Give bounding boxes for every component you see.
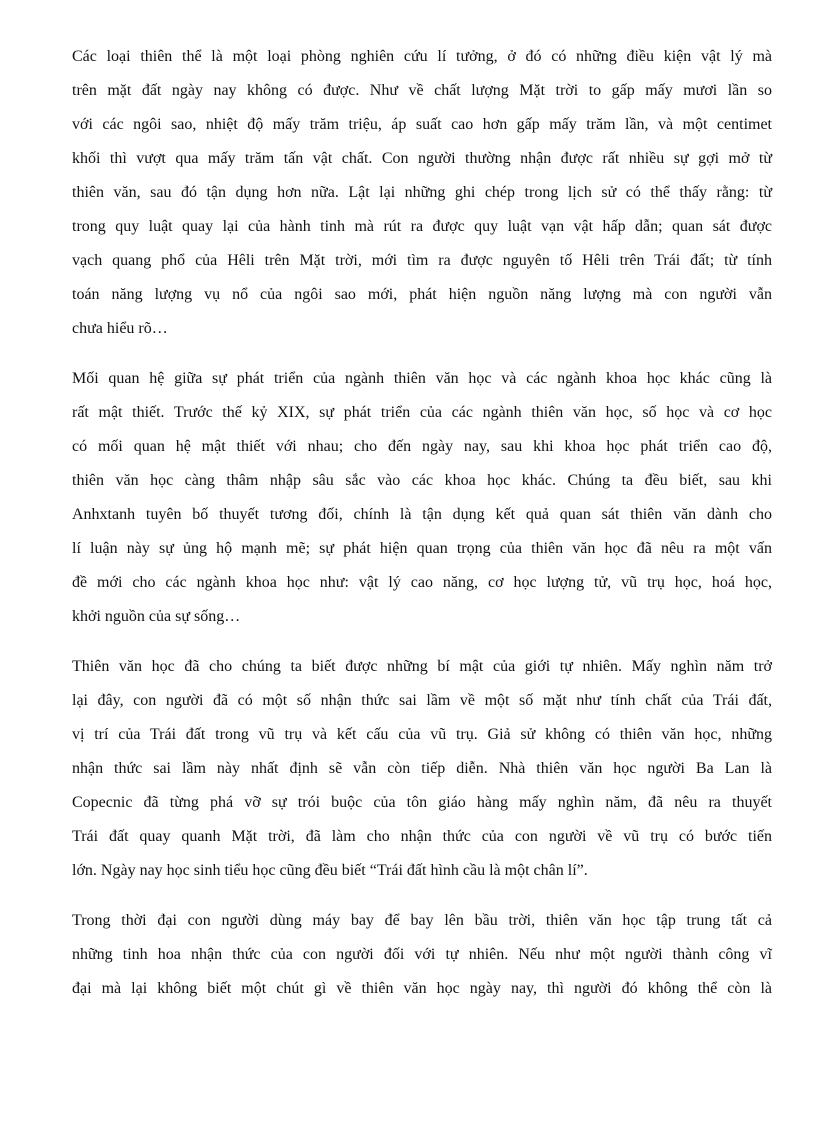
paragraph-2 xyxy=(72,362,772,634)
text-line: với các ngôi sao, nhiệt độ mấy trăm triệu, áp suất cao hơn gấp mấy trăm lần, và một centimet xyxy=(72,116,772,133)
text-line: lớn. Ngày nay học sinh tiểu học cũng đều biết “Trái đất hình cầu là một chân lí”. xyxy=(72,862,588,879)
text-line: khối thì vượt qua mấy trăm tấn vật chất. Con người thường nhận được rất nhiều sự gợi mở từ xyxy=(72,150,772,167)
text-line: Anhxtanh tuyên bố thuyết tương đối, chính là tận dụng kết quả quan sát thiên văn dành cho xyxy=(72,506,772,523)
text-line: thiên văn, sau đó tận dụng hơn nữa. Lật lại những ghi chép trong lịch sử có thể thấy rằng: từ xyxy=(72,184,772,201)
text-line: Các loại thiên thể là một loại phòng nghiên cứu lí tưởng, ở đó có những điều kiện vật lý mà xyxy=(72,48,772,65)
text-line: nhận thức sai lầm này nhất định sẽ vẫn còn tiếp diễn. Nhà thiên văn học người Ba Lan là xyxy=(72,760,772,777)
text-line: Thiên văn học đã cho chúng ta biết được những bí mật của giới tự nhiên. Mấy nghìn năm trở xyxy=(72,658,772,675)
text-line: có mối quan hệ mật thiết với nhau; cho đến ngày nay, sau khi khoa học phát triển cao độ, xyxy=(72,438,772,455)
text-line: thiên văn học càng thâm nhập sâu sắc vào các khoa học khác. Chúng ta đều biết, sau khi xyxy=(72,472,772,489)
text-line: rất mật thiết. Trước thế kỷ XIX, sự phát triển của các ngành thiên văn học, số học và cơ học xyxy=(72,404,772,421)
paragraph-spacer xyxy=(72,888,772,904)
text-line: trong quy luật quay lại của hành tinh mà rút ra được quy luật vạn vật hấp dẫn; quan sát được xyxy=(72,218,772,235)
text-line: đề mới cho các ngành khoa học như: vật lý cao năng, cơ học lượng tử, vũ trụ học, hoá học, xyxy=(72,574,772,591)
text-line: những tinh hoa nhận thức của con người đối với tự nhiên. Nếu như một người thành công vĩ xyxy=(72,946,772,963)
text-line: Copecnic đã từng phá vỡ sự trói buộc của tôn giáo hàng mấy nghìn năm, đã nêu ra thuyết xyxy=(72,794,772,811)
text-line: vị trí của Trái đất trong vũ trụ và kết cấu của vũ trụ. Giả sử không có thiên văn học, những xyxy=(72,726,772,743)
paragraph-spacer xyxy=(72,346,772,362)
text-line: Trong thời đại con người dùng máy bay để bay lên bầu trời, thiên văn học tập trung tất cả xyxy=(72,912,772,929)
text-line: chưa hiểu rõ… xyxy=(72,320,168,337)
paragraph-spacer xyxy=(72,634,772,650)
text-line: toán năng lượng vụ nổ của ngôi sao mới, phát hiện nguồn năng lượng mà con người vẫn xyxy=(72,286,772,303)
paragraph-1 xyxy=(72,40,772,346)
text-line: lí luận này sự ủng hộ mạnh mẽ; sự phát hiện quan trọng của thiên văn học đã nêu ra một vấn xyxy=(72,540,772,557)
text-line: Trái đất quay quanh Mặt trời, đã làm cho nhận thức của con người về vũ trụ có bước tiến xyxy=(72,828,772,845)
text-line: khởi nguồn của sự sống… xyxy=(72,608,241,625)
text-line: Mối quan hệ giữa sự phát triển của ngành thiên văn học và các ngành khoa học khác cũng là xyxy=(72,370,772,387)
document-body xyxy=(72,40,772,1006)
text-line: vạch quang phổ của Hêli trên Mặt trời, mới tìm ra được nguyên tố Hêli trên Trái đất; từ tính xyxy=(72,252,772,269)
text-line: trên mặt đất ngày nay không có được. Như về chất lượng Mặt trời to gấp mấy mươi lần so xyxy=(72,82,772,99)
paragraph-4 xyxy=(72,904,772,1006)
text-line: lại đây, con người đã có một số nhận thức sai lầm về một số mặt như tính chất của Trái đất, xyxy=(72,692,772,709)
text-line: đại mà lại không biết một chút gì về thiên văn học ngày nay, thì người đó không thể còn là xyxy=(72,980,772,997)
paragraph-3 xyxy=(72,650,772,888)
